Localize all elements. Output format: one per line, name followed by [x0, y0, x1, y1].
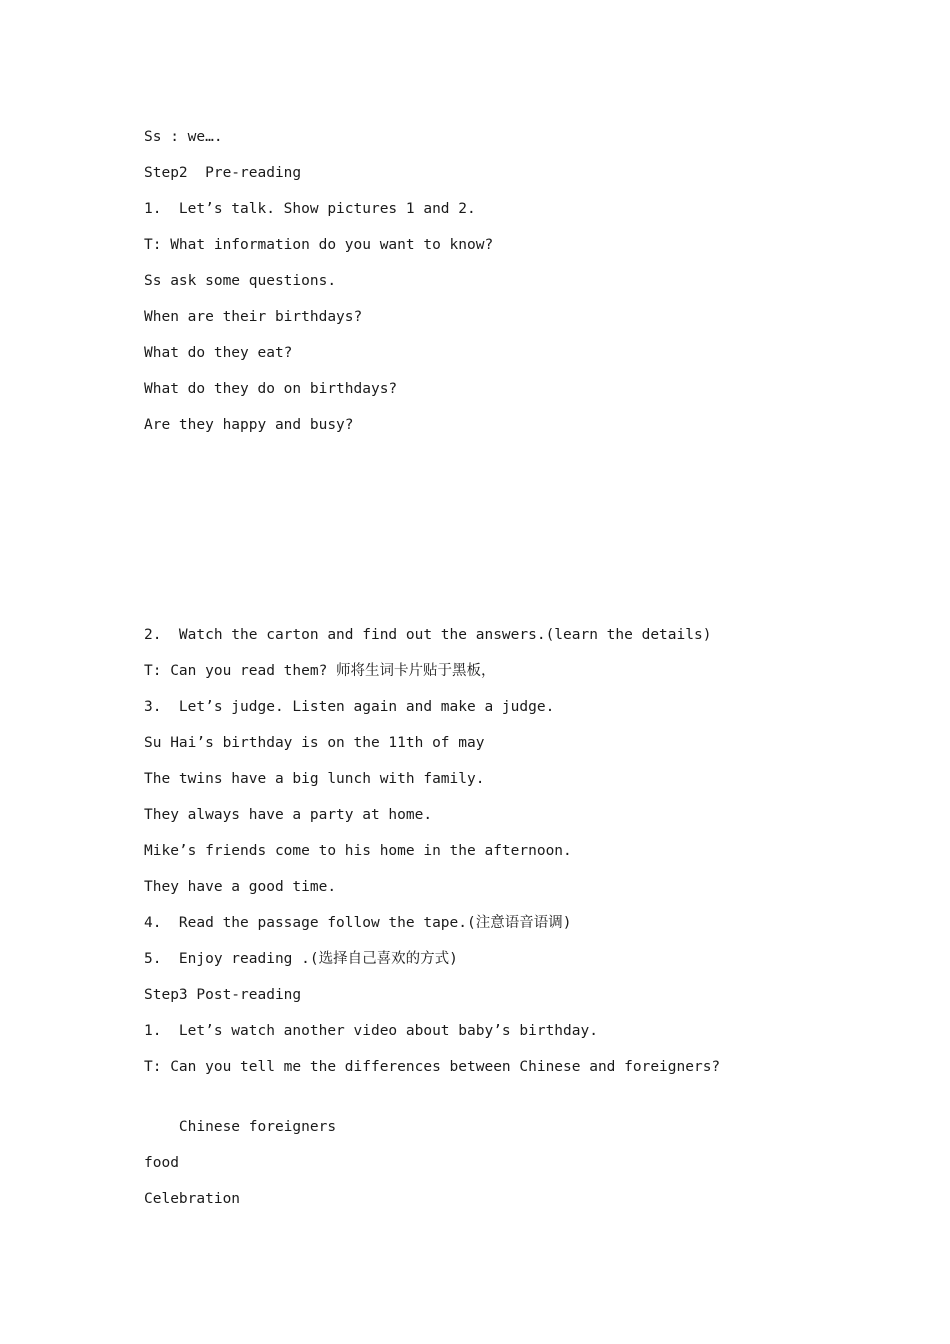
question-do: What do they do on birthdays?	[144, 381, 398, 397]
text-line-enjoy-reading: 5. Enjoy reading .(选择自己喜欢的方式)	[144, 951, 458, 967]
text-line-lets-judge: 3. Let’s judge. Listen again and make a judge.	[144, 699, 555, 715]
question-happy-busy: Are they happy and busy?	[144, 417, 354, 433]
text-line-watch-video: 1. Let’s watch another video about baby’s birthday.	[144, 1023, 598, 1039]
table-header-row: Chinese foreigners	[144, 1119, 337, 1135]
question-birthdays: When are their birthdays?	[144, 309, 363, 325]
text-line-read-passage: 4. Read the passage follow the tape.(注意语音语调)	[144, 915, 572, 931]
text-line-read-them: T: Can you read them? 师将生词卡片贴于黑板，	[144, 663, 496, 679]
text-line-differences: T: Can you tell me the differences between Chinese and foreigners?	[144, 1059, 721, 1075]
text-line-ss-ask: Ss ask some questions.	[144, 273, 337, 289]
judge-item-su-hai: Su Hai’s birthday is on the 11th of may	[144, 735, 485, 751]
judge-item-good-time: They have a good time.	[144, 879, 337, 895]
heading-step2-pre-reading: Step2 Pre-reading	[144, 165, 302, 181]
text-line-teacher-question: T: What information do you want to know?	[144, 237, 494, 253]
question-eat: What do they eat?	[144, 345, 293, 361]
heading-step3-post-reading: Step3 Post-reading	[144, 987, 302, 1003]
text-line-watch-carton: 2. Watch the carton and find out the answers.(learn the details)	[144, 627, 712, 643]
judge-item-party: They always have a party at home.	[144, 807, 433, 823]
text-line-ss-we: Ss : we….	[144, 129, 223, 145]
table-row-celebration: Celebration	[144, 1191, 241, 1207]
judge-item-twins: The twins have a big lunch with family.	[144, 771, 485, 787]
text-line-lets-talk: 1. Let’s talk. Show pictures 1 and 2.	[144, 201, 476, 217]
table-row-food: food	[144, 1155, 179, 1171]
judge-item-mike: Mike’s friends come to his home in the afternoon.	[144, 843, 572, 859]
